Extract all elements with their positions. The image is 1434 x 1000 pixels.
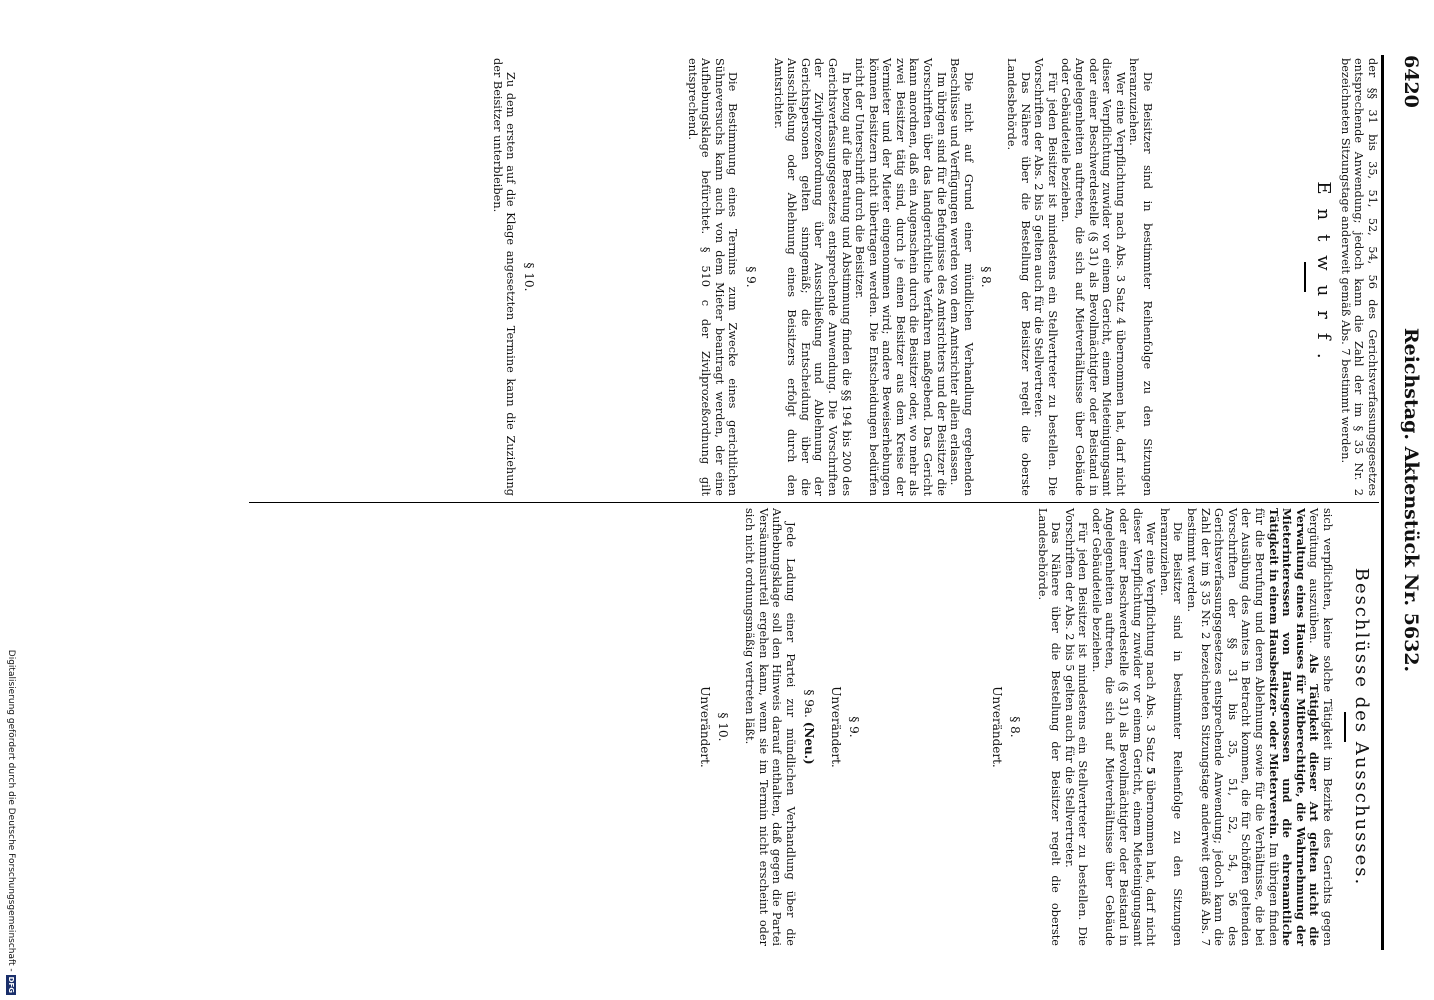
right-p1: Die Beisitzer sind in bestimmter Reihenfolge zu den Sitzungen heranzuziehen. — [1157, 508, 1185, 946]
right-title-rule — [1344, 712, 1346, 742]
left-s10-label: § 10. — [522, 262, 536, 292]
footer-note-text: Digitalisierung gefördert durch die Deutsche Forschungsgemeinschaft - — [6, 649, 16, 972]
right-s9a-text: Jede Ladung einer Partei zur mündlichen Verhandlung über die Aufhebungsklage soll den Hinweis darauf enthalten, daß gegen die Partei Versäumnisurteil ergehen kann, wenn sie im Termin nicht erscheint oder sich nicht ordnungsmäßig vertreten läßt. — [743, 508, 797, 946]
right-p4: Das Nähere über die Bestellung der Beisitzer regelt die oberste Landesbehörde. — [1035, 508, 1063, 946]
right-p2-bold: 5 — [1144, 766, 1159, 775]
left-s9-p1: Die Bestimmung eines Termins zum Zwecke eines gerichtlichen Sühneversuchs kann auch von dem Mieter beantragt werden, der eine Aufhebungsklage befürchtet. § 510 c der Zivilprozeßordnung gilt entsprechend. — [685, 58, 740, 496]
header-title: Reichstag. Aktenstück Nr. 5632. — [1400, 327, 1422, 673]
left-p1: Die Beisitzer sind in bestimmter Reihenfolge zu den Sitzungen heranzuziehen. — [1127, 58, 1154, 496]
footer-note — [6, 605, 16, 995]
dfg-logo: DFG — [7, 976, 15, 993]
right-s9a-neu: (Neu.) — [801, 721, 816, 765]
left-s9-label: § 9. — [743, 266, 758, 288]
left-s8-label: § 8. — [979, 266, 994, 288]
right-s9-label: § 9. — [846, 716, 861, 738]
right-column-title: Beschlüsse des Ausschusses. — [1351, 567, 1372, 887]
left-s8-p2: Im übrigen sind für die Befugnisse des Amtsrichters und der Beisitzer die Vorschriften über das landgerichtliche Verfahren maßgebend. Das Gericht kann anordnen, daß ein Augenschein durch die Beisitzer oder, wo mehr als zwei Beisitzer tätig sind, durch je einen Beisitzer aus dem Kreise der Vermieter und der Mieter eingenommen wird; andere Beweiserhebungen können Beisitzern nicht übertragen werden. Die Entscheidungen bedürfen nicht der Unterschrift durch die Beisitzer. — [853, 58, 948, 496]
right-s9a-label-row — [801, 508, 815, 946]
page-header — [1386, 55, 1422, 945]
left-p2: Wer eine Verpflichtung nach Abs. 3 Satz 4 übernommen hat, darf nicht dieser Verpflichtung zuwider vor einem Gericht, einem Mieteinigungsamt oder einer Beschwerdestelle (§ 31) als Bevollmächtigter oder Beistand in Angelegenheiten auftreten, die sich auf Mietverhältnisse über Gebäude oder Gebäudeteile beziehen. — [1059, 58, 1127, 496]
right-p2 — [1089, 508, 1157, 946]
header-rule — [1381, 55, 1384, 950]
left-body — [490, 58, 1154, 496]
left-s8-p3: In bezug auf die Beratung und Abstimmung finden die §§ 194 bis 200 des Gerichtsverfassungsgesetzes entsprechende Anwendung. Die Vorschriften der Zivilprozeßordnung über Ausschließung und Ablehnung der Gerichtspersonen gelten sinngemäß; die Entscheidung über die Ausschließung oder Ablehnung eines Beisitzers erfolgt durch den Amtsrichter. — [771, 58, 853, 496]
left-column-title: Entwurf. — [1313, 181, 1334, 373]
right-s10-text: Unverändert. — [698, 686, 712, 768]
left-s8-p1: Die nicht auf Grund einer mündlichen Verhandlung ergehenden Beschlüsse und Verfügungen werden von dem Amtsrichter allein erlassen. — [948, 58, 975, 496]
page-number: 6420 — [1400, 55, 1422, 108]
left-title-rule — [1304, 262, 1306, 292]
left-s10-p1: Zu dem ersten auf die Klage angesetzten Termine kann die Zuziehung der Beisitzer unterbleiben. — [490, 58, 518, 496]
left-intro-text: der §§ 31 bis 35, 51, 52, 54, 56 des Gerichtsverfassungsgesetzes entsprechende Anwendung; jedoch kann die Zahl der im § 35 Nr. 2 bezeichneten Sitzungstage anderweit gemäß Abs. 7 bestimmt werden. — [1338, 58, 1379, 496]
right-intro-b: Im übrigen finden für die Berufung und deren Ablehnung sowie für die Verhältnisse, die bei der Ausübung des Amtes in Betracht kommen, die für Schöffen geltenden Vorschriften der §§ 31 bis 35, 51, 52, 54, 56 des Gerichtsverfassungsgesetzes entsprechende Anwendung; jedoch kann die Zahl der im § 35 Nr. 2 bezeichneten Sitzungstage anderweit gemäß Abs. 7 bestimmt werden. — [1185, 508, 1280, 946]
right-intro-a: sich verpflichten, keine solche Tätigkeit im Bezirke des Gerichts gegen Vergütung auszuüben. — [1307, 508, 1334, 946]
right-p3: Für jeden Beisitzer ist mindestens ein Stellvertreter zu bestellen. Die Vorschriften der Abs. 2 bis 5 gelten auch für die Stellvertreter. — [1062, 508, 1090, 946]
right-p2-b: übernommen hat, darf nicht dieser Verpflichtung zuwider vor einem Gericht, einem Mieteinigungsamt oder einer Beschwerdestelle (§ 31) als Bevollmächtigter oder Beistand in Angelegenheiten auftreten, die sich auf Mietverhältnisse über Gebäude oder Gebäudeteile beziehen. — [1089, 508, 1158, 946]
left-column — [1338, 58, 1379, 496]
right-intro-bold: Als Tätigkeit dieser Art gelten nicht die Verwaltung eines Hauses für Mitberechtigte, die Wahrnehmung der Mieterinteressen von Hausgenossen und die ehrenamtliche Tätigkeit in einem Hausbesitzer- oder Mieterverein. — [1266, 508, 1322, 946]
right-intro — [1184, 508, 1334, 946]
right-s10-label: § 10. — [715, 712, 730, 742]
left-intro — [1338, 58, 1379, 496]
right-p2-a: Wer eine Verpflichtung nach Abs. 3 Satz — [1144, 522, 1158, 767]
right-s9-text: Unverändert. — [829, 686, 844, 768]
right-s8-label: § 8. — [1007, 716, 1022, 738]
column-divider — [249, 502, 1379, 503]
right-s8-text: Unverändert. — [990, 686, 1005, 768]
left-p3: Für jeden Beisitzer ist mindestens ein Stellvertreter zu bestellen. Die Vorschriften der Abs. 2 bis 5 gelten auch für die Stellvertreter. — [1032, 58, 1059, 496]
left-p4: Das Nähere über die Bestellung der Beisitzer regelt die oberste Landesbehörde. — [1005, 58, 1032, 496]
right-s9a-label: § 9a. — [801, 689, 816, 718]
right-body — [697, 508, 1334, 946]
